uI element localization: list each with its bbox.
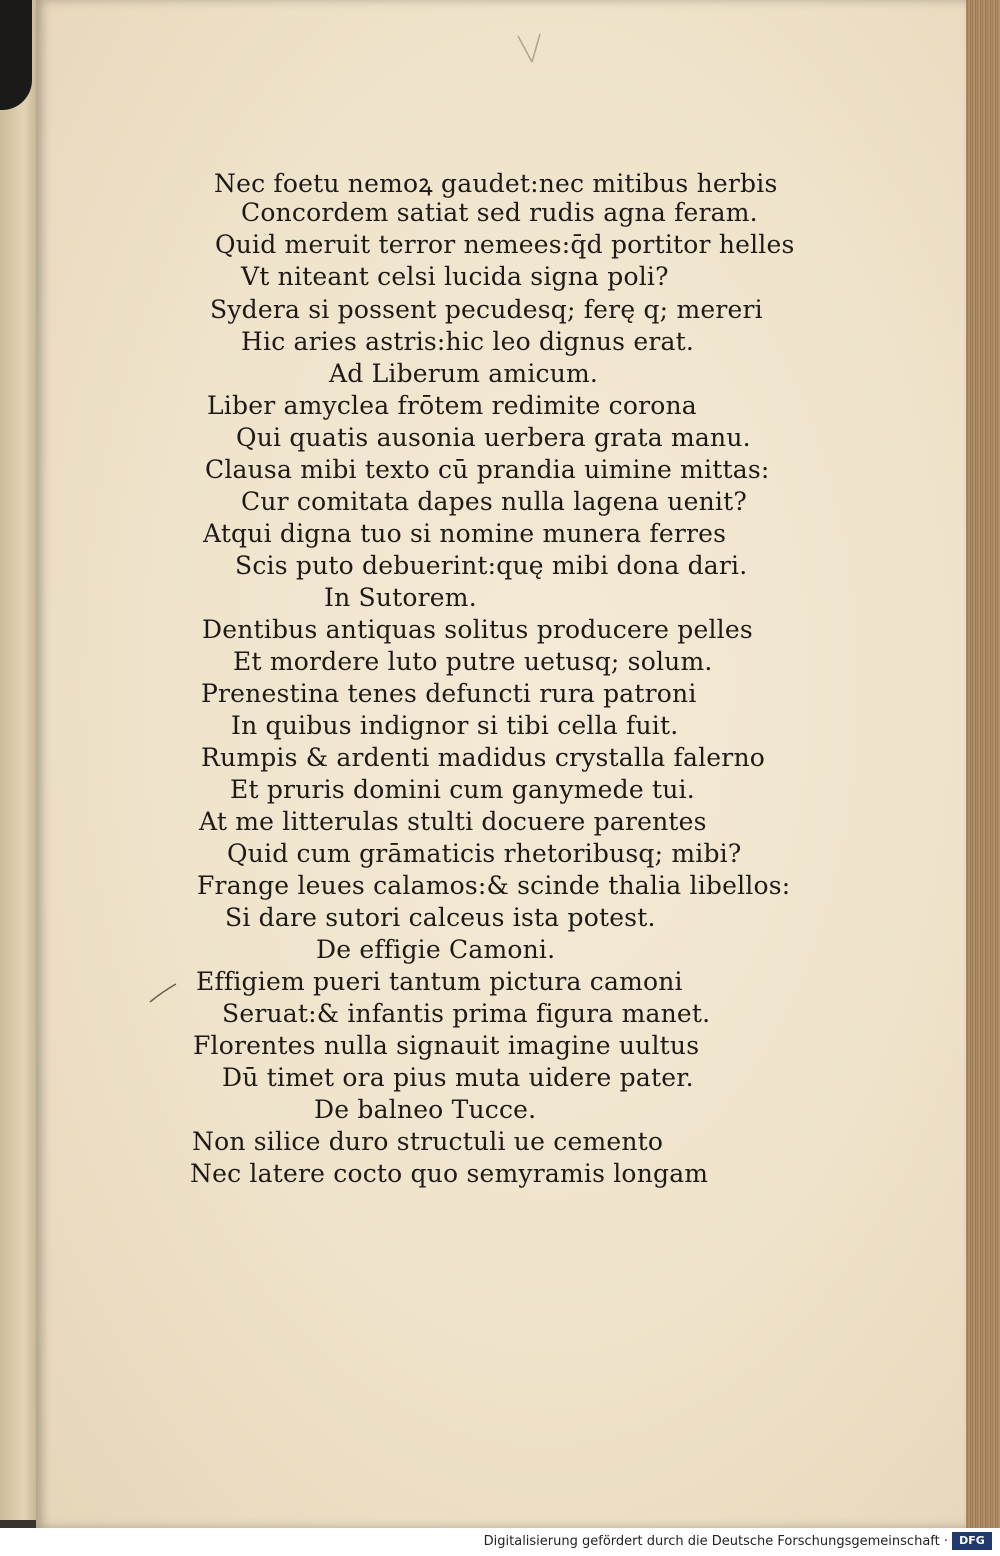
page-shadow [0,0,32,110]
text-line: Florentes nulla signauit imagine uultus [193,1031,700,1060]
text-line: Clausa mibi texto cū prandia uimine mittas: [205,455,770,484]
funding-credit: Digitalisierung gefördert durch die Deutsche Forschungsgemeinschaft · [483,1534,948,1549]
text-line: Cur comitata dapes nulla lagena uenit? [241,487,747,516]
text-line: Scis puto debuerint:quę mibi dona dari. [235,551,748,580]
section-heading: De balneo Tucce. [314,1095,537,1124]
text-line: Concordem satiat sed rudis agna feram. [241,198,758,227]
text-line: Frange leues calamos:& scinde thalia libellos: [197,871,791,900]
text-line: Qui quatis ausonia uerbera grata manu. [236,423,751,452]
pencil-mark [514,30,554,70]
text-line: At me litterulas stulti docuere parentes [199,807,707,836]
text-line: Et mordere luto putre uetusq; solum. [233,647,713,676]
text-line: Prenestina tenes defuncti rura patroni [201,679,697,708]
section-heading: In Sutorem. [324,583,477,612]
footer-bar [0,1528,1000,1556]
text-line: Atqui digna tuo si nomine munera ferres [203,519,727,548]
text-line: Seruat:& infantis prima figura manet. [222,999,711,1028]
text-line: Nec latere cocto quo semyramis longam [190,1159,709,1188]
text-line: In quibus indignor si tibi cella fuit. [231,711,679,740]
text-line: Et pruris domini cum ganymede tui. [230,775,695,804]
text-line: Non silice duro structuli ue cemento [192,1127,664,1156]
margin-mark [148,982,178,1006]
text-line: Vt niteant celsi lucida signa poli? [241,262,669,291]
fore-edge [966,0,1000,1528]
text-line: Effigiem pueri tantum pictura camoni [196,967,683,996]
text-line: Quid cum grāmaticis rhetoribusq; mibi? [227,839,742,868]
text-line: Si dare sutori calceus ista potest. [225,903,656,932]
text-line: Nec foetu nemoꝝ gaudet:nec mitibus herbis [214,169,778,198]
facing-page-edge [0,0,40,1520]
text-line: Rumpis & ardenti madidus crystalla falerno [201,743,765,772]
text-line: Dentibus antiquas solitus producere pelles [202,615,753,644]
text-line: Quid meruit terror nemees:q̄d portitor helles [215,230,795,259]
section-heading: Ad Liberum amicum. [329,359,599,388]
section-heading: De effigie Camoni. [316,935,556,964]
text-line: Hic aries astris:hic leo dignus erat. [241,327,695,356]
dfg-logo: DFG [952,1532,992,1550]
text-line: Dū timet ora pius muta uidere pater. [222,1063,694,1092]
text-line: Liber amyclea frōtem redimite corona [207,391,697,420]
text-line: Sydera si possent pecudesq; ferę q; mereri [210,295,763,324]
